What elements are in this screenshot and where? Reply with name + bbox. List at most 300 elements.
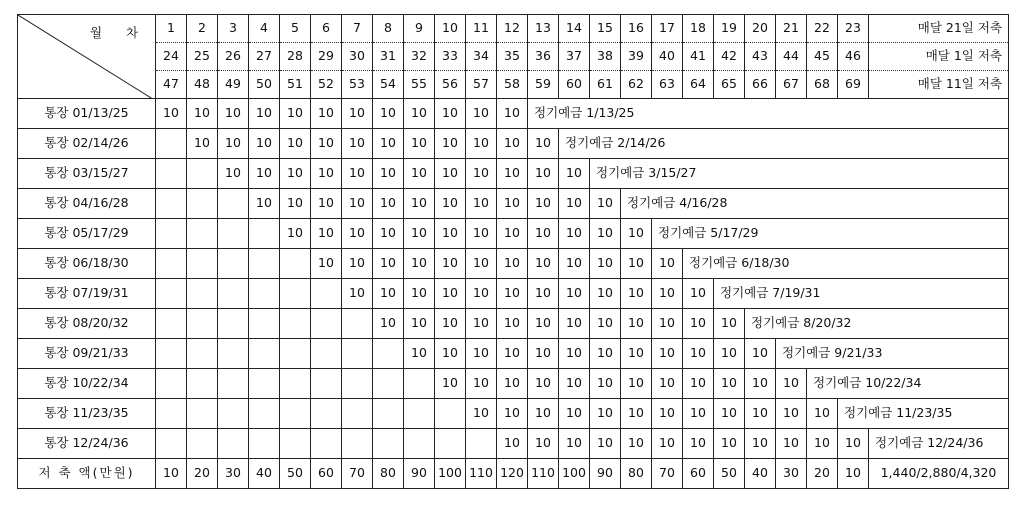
empty-cell: [404, 429, 435, 459]
amount-cell: 10: [559, 369, 590, 399]
amount-cell: 10: [373, 189, 404, 219]
empty-cell: [280, 279, 311, 309]
amount-cell: 10: [466, 339, 497, 369]
amount-cell: 10: [187, 129, 218, 159]
month-number: 19: [714, 15, 745, 43]
month-number: 8: [373, 15, 404, 43]
empty-cell: [156, 429, 187, 459]
month-number: 23: [838, 15, 869, 43]
amount-cell: 10: [404, 159, 435, 189]
total-cell: 110: [528, 459, 559, 489]
month-number: 22: [807, 15, 838, 43]
amount-cell: 10: [218, 159, 249, 189]
deposit-cell: 정기예금 3/15/27: [590, 159, 1009, 189]
amount-cell: 10: [404, 309, 435, 339]
empty-cell: [373, 429, 404, 459]
amount-cell: 10: [373, 99, 404, 129]
month-number: 17: [652, 15, 683, 43]
month-number: 31: [373, 43, 404, 71]
amount-cell: 10: [652, 249, 683, 279]
schedule-note: 매달 11일 저축: [869, 71, 1009, 99]
amount-cell: 10: [342, 129, 373, 159]
amount-cell: 10: [342, 219, 373, 249]
amount-cell: 10: [497, 219, 528, 249]
table-row: [18, 249, 1009, 279]
amount-cell: 10: [559, 399, 590, 429]
month-number: 66: [745, 71, 776, 99]
amount-cell: 10: [590, 249, 621, 279]
month-number: 59: [528, 71, 559, 99]
total-cell: 80: [621, 459, 652, 489]
month-number: 11: [466, 15, 497, 43]
account-label: 통장 03/15/27: [18, 159, 156, 189]
month-number: 25: [187, 43, 218, 71]
amount-cell: 10: [559, 429, 590, 459]
amount-cell: 10: [156, 99, 187, 129]
amount-cell: 10: [652, 309, 683, 339]
empty-cell: [373, 399, 404, 429]
amount-cell: 10: [590, 369, 621, 399]
schedule-note: 매달 1일 저축: [869, 43, 1009, 71]
empty-cell: [218, 339, 249, 369]
amount-cell: 10: [435, 189, 466, 219]
month-number: 51: [280, 71, 311, 99]
amount-cell: 10: [528, 339, 559, 369]
total-cell: 20: [807, 459, 838, 489]
total-cell: 60: [311, 459, 342, 489]
account-label: 통장 11/23/35: [18, 399, 156, 429]
empty-cell: [311, 279, 342, 309]
empty-cell: [218, 309, 249, 339]
month-number: 24: [156, 43, 187, 71]
amount-cell: 10: [590, 279, 621, 309]
month-number: 20: [745, 15, 776, 43]
month-number: 3: [218, 15, 249, 43]
amount-cell: 10: [218, 99, 249, 129]
month-number: 68: [807, 71, 838, 99]
month-number: 48: [187, 71, 218, 99]
amount-cell: 10: [714, 429, 745, 459]
amount-cell: 10: [714, 309, 745, 339]
amount-cell: 10: [621, 339, 652, 369]
amount-cell: 10: [404, 339, 435, 369]
empty-cell: [218, 429, 249, 459]
total-cell: 90: [404, 459, 435, 489]
amount-cell: 10: [311, 189, 342, 219]
amount-cell: 10: [528, 129, 559, 159]
month-number: 15: [590, 15, 621, 43]
total-cell: 40: [745, 459, 776, 489]
empty-cell: [280, 249, 311, 279]
amount-cell: 10: [714, 339, 745, 369]
totals-label: 저 축 액(만원): [18, 459, 156, 489]
total-cell: 90: [590, 459, 621, 489]
month-number: 63: [652, 71, 683, 99]
empty-cell: [218, 399, 249, 429]
empty-cell: [280, 309, 311, 339]
amount-cell: 10: [590, 219, 621, 249]
month-number: 9: [404, 15, 435, 43]
amount-cell: 10: [590, 339, 621, 369]
amount-cell: 10: [528, 399, 559, 429]
amount-cell: 10: [373, 249, 404, 279]
amount-cell: 10: [683, 279, 714, 309]
amount-cell: 10: [714, 369, 745, 399]
month-number: 52: [311, 71, 342, 99]
amount-cell: 10: [559, 189, 590, 219]
month-number: 4: [249, 15, 280, 43]
month-number: 2: [187, 15, 218, 43]
amount-cell: 10: [652, 339, 683, 369]
empty-cell: [156, 369, 187, 399]
month-number: 1: [156, 15, 187, 43]
amount-cell: 10: [652, 399, 683, 429]
table-row: [18, 309, 1009, 339]
empty-cell: [342, 429, 373, 459]
amount-cell: 10: [776, 399, 807, 429]
empty-cell: [187, 399, 218, 429]
month-number: 39: [621, 43, 652, 71]
empty-cell: [280, 399, 311, 429]
amount-cell: 10: [590, 399, 621, 429]
amount-cell: 10: [280, 189, 311, 219]
totals-row: [18, 459, 1009, 489]
amount-cell: 10: [528, 309, 559, 339]
amount-cell: 10: [342, 189, 373, 219]
empty-cell: [249, 309, 280, 339]
month-number: 14: [559, 15, 590, 43]
amount-cell: 10: [404, 219, 435, 249]
empty-cell: [249, 249, 280, 279]
amount-cell: 10: [466, 219, 497, 249]
table-row: [18, 429, 1009, 459]
amount-cell: 10: [621, 369, 652, 399]
total-cell: 30: [776, 459, 807, 489]
month-number: 40: [652, 43, 683, 71]
empty-cell: [280, 369, 311, 399]
month-number: 7: [342, 15, 373, 43]
amount-cell: 10: [373, 219, 404, 249]
amount-cell: 10: [621, 219, 652, 249]
month-number: 57: [466, 71, 497, 99]
month-number: 42: [714, 43, 745, 71]
savings-schedule: [17, 14, 1009, 489]
empty-cell: [187, 369, 218, 399]
amount-cell: 10: [466, 279, 497, 309]
empty-cell: [342, 309, 373, 339]
month-number: 6: [311, 15, 342, 43]
amount-cell: 10: [466, 249, 497, 279]
account-label: 통장 10/22/34: [18, 369, 156, 399]
month-number: 36: [528, 43, 559, 71]
empty-cell: [435, 429, 466, 459]
amount-cell: 10: [776, 429, 807, 459]
amount-cell: 10: [466, 369, 497, 399]
month-number: 58: [497, 71, 528, 99]
amount-cell: 10: [621, 309, 652, 339]
amount-cell: 10: [528, 279, 559, 309]
deposit-cell: 정기예금 2/14/26: [559, 129, 1009, 159]
empty-cell: [218, 189, 249, 219]
month-number: 18: [683, 15, 714, 43]
account-label: 통장 01/13/25: [18, 99, 156, 129]
amount-cell: 10: [683, 309, 714, 339]
month-number: 45: [807, 43, 838, 71]
empty-cell: [156, 249, 187, 279]
month-number: 50: [249, 71, 280, 99]
amount-cell: 10: [404, 129, 435, 159]
table-row: [18, 189, 1009, 219]
account-label: 통장 08/20/32: [18, 309, 156, 339]
amount-cell: 10: [714, 399, 745, 429]
month-number: 28: [280, 43, 311, 71]
month-number: 44: [776, 43, 807, 71]
amount-cell: 10: [187, 99, 218, 129]
total-cell: 50: [714, 459, 745, 489]
header-row: [18, 43, 1009, 71]
empty-cell: [249, 429, 280, 459]
empty-cell: [249, 279, 280, 309]
month-number: 56: [435, 71, 466, 99]
empty-cell: [373, 339, 404, 369]
table-row: [18, 279, 1009, 309]
empty-cell: [404, 399, 435, 429]
total-cell: 10: [156, 459, 187, 489]
month-number: 53: [342, 71, 373, 99]
empty-cell: [218, 249, 249, 279]
empty-cell: [156, 219, 187, 249]
empty-cell: [249, 219, 280, 249]
deposit-cell: 정기예금 4/16/28: [621, 189, 1009, 219]
amount-cell: 10: [435, 99, 466, 129]
amount-cell: 10: [497, 159, 528, 189]
amount-cell: 10: [683, 399, 714, 429]
amount-cell: 10: [528, 159, 559, 189]
empty-cell: [156, 339, 187, 369]
table-row: [18, 339, 1009, 369]
amount-cell: 10: [745, 339, 776, 369]
month-number: 60: [559, 71, 590, 99]
amount-cell: 10: [435, 129, 466, 159]
month-number: 55: [404, 71, 435, 99]
month-number: 67: [776, 71, 807, 99]
amount-cell: 10: [590, 429, 621, 459]
amount-cell: 10: [404, 249, 435, 279]
month-number: 35: [497, 43, 528, 71]
amount-cell: 10: [528, 219, 559, 249]
amount-cell: 10: [435, 219, 466, 249]
amount-cell: 10: [528, 189, 559, 219]
account-label: 통장 02/14/26: [18, 129, 156, 159]
deposit-cell: 정기예금 6/18/30: [683, 249, 1009, 279]
amount-cell: 10: [218, 129, 249, 159]
amount-cell: 10: [683, 369, 714, 399]
header-row: [18, 15, 1009, 43]
deposit-cell: 정기예금 9/21/33: [776, 339, 1009, 369]
amount-cell: 10: [683, 339, 714, 369]
empty-cell: [311, 429, 342, 459]
amount-cell: 10: [280, 129, 311, 159]
month-number: 37: [559, 43, 590, 71]
empty-cell: [280, 339, 311, 369]
account-label: 통장 12/24/36: [18, 429, 156, 459]
deposit-cell: 정기예금 8/20/32: [745, 309, 1009, 339]
empty-cell: [218, 369, 249, 399]
amount-cell: 10: [466, 99, 497, 129]
amount-cell: 10: [466, 129, 497, 159]
amount-cell: 10: [342, 249, 373, 279]
account-label: 통장 05/17/29: [18, 219, 156, 249]
amount-cell: 10: [621, 399, 652, 429]
amount-cell: 10: [311, 249, 342, 279]
amount-cell: 10: [373, 309, 404, 339]
empty-cell: [435, 399, 466, 429]
empty-cell: [156, 129, 187, 159]
amount-cell: 10: [311, 159, 342, 189]
empty-cell: [404, 369, 435, 399]
deposit-cell: 정기예금 5/17/29: [652, 219, 1009, 249]
amount-cell: 10: [497, 429, 528, 459]
amount-cell: 10: [590, 189, 621, 219]
amount-cell: 10: [280, 219, 311, 249]
amount-cell: 10: [590, 309, 621, 339]
schedule-note: 매달 21일 저축: [869, 15, 1009, 43]
empty-cell: [342, 339, 373, 369]
table-row: [18, 159, 1009, 189]
total-cell: 100: [559, 459, 590, 489]
month-number: 32: [404, 43, 435, 71]
amount-cell: 10: [466, 399, 497, 429]
amount-cell: 10: [652, 369, 683, 399]
amount-cell: 10: [435, 309, 466, 339]
amount-cell: 10: [528, 429, 559, 459]
month-number: 65: [714, 71, 745, 99]
month-number: 69: [838, 71, 869, 99]
amount-cell: 10: [652, 279, 683, 309]
amount-cell: 10: [435, 369, 466, 399]
month-number: 30: [342, 43, 373, 71]
deposit-cell: 정기예금 7/19/31: [714, 279, 1009, 309]
amount-cell: 10: [435, 249, 466, 279]
total-cell: 30: [218, 459, 249, 489]
amount-cell: 10: [497, 249, 528, 279]
amount-cell: 10: [621, 429, 652, 459]
deposit-cell: 정기예금 12/24/36: [869, 429, 1009, 459]
amount-cell: 10: [435, 279, 466, 309]
empty-cell: [311, 339, 342, 369]
amount-cell: 10: [466, 309, 497, 339]
empty-cell: [187, 279, 218, 309]
amount-cell: 10: [497, 369, 528, 399]
month-number: 34: [466, 43, 497, 71]
month-number: 41: [683, 43, 714, 71]
amount-cell: 10: [497, 189, 528, 219]
month-number: 33: [435, 43, 466, 71]
month-number: 64: [683, 71, 714, 99]
amount-cell: 10: [559, 219, 590, 249]
month-number: 29: [311, 43, 342, 71]
amount-cell: 10: [497, 339, 528, 369]
empty-cell: [187, 189, 218, 219]
amount-cell: 10: [342, 159, 373, 189]
amount-cell: 10: [745, 399, 776, 429]
empty-cell: [187, 339, 218, 369]
amount-cell: 10: [249, 159, 280, 189]
amount-cell: 10: [497, 129, 528, 159]
empty-cell: [218, 219, 249, 249]
amount-cell: 10: [373, 129, 404, 159]
amount-cell: 10: [528, 249, 559, 279]
empty-cell: [311, 309, 342, 339]
month-number: 5: [280, 15, 311, 43]
amount-cell: 10: [497, 309, 528, 339]
amount-cell: 10: [249, 129, 280, 159]
account-label: 통장 04/16/28: [18, 189, 156, 219]
corner-month-label: 월 차: [90, 25, 149, 40]
empty-cell: [342, 399, 373, 429]
amount-cell: 10: [404, 189, 435, 219]
deposit-cell: 정기예금 11/23/35: [838, 399, 1009, 429]
empty-cell: [342, 369, 373, 399]
amount-cell: 10: [497, 399, 528, 429]
amount-cell: 10: [404, 99, 435, 129]
amount-cell: 10: [342, 279, 373, 309]
amount-cell: 10: [249, 189, 280, 219]
amount-cell: 10: [311, 129, 342, 159]
amount-cell: 10: [435, 339, 466, 369]
total-cell: 50: [280, 459, 311, 489]
amount-cell: 10: [466, 159, 497, 189]
amount-cell: 10: [807, 399, 838, 429]
total-cell: 60: [683, 459, 714, 489]
table-row: [18, 399, 1009, 429]
amount-cell: 10: [311, 219, 342, 249]
account-label: 통장 07/19/31: [18, 279, 156, 309]
amount-cell: 10: [745, 369, 776, 399]
empty-cell: [156, 399, 187, 429]
month-number: 16: [621, 15, 652, 43]
total-cell: 10: [838, 459, 869, 489]
empty-cell: [218, 279, 249, 309]
deposit-cell: 정기예금 1/13/25: [528, 99, 1009, 129]
total-cell: 20: [187, 459, 218, 489]
amount-cell: 10: [280, 159, 311, 189]
month-number: 10: [435, 15, 466, 43]
month-number: 54: [373, 71, 404, 99]
amount-cell: 10: [435, 159, 466, 189]
amount-cell: 10: [683, 429, 714, 459]
month-number: 43: [745, 43, 776, 71]
table-row: [18, 129, 1009, 159]
amount-cell: 10: [311, 99, 342, 129]
empty-cell: [156, 159, 187, 189]
amount-cell: 10: [373, 159, 404, 189]
table-row: [18, 99, 1009, 129]
empty-cell: [156, 309, 187, 339]
table-row: [18, 219, 1009, 249]
amount-cell: 10: [249, 99, 280, 129]
empty-cell: [156, 279, 187, 309]
amount-cell: 10: [559, 159, 590, 189]
month-number: 62: [621, 71, 652, 99]
total-cell: 100: [435, 459, 466, 489]
month-number: 21: [776, 15, 807, 43]
empty-cell: [249, 369, 280, 399]
amount-cell: 10: [373, 279, 404, 309]
deposit-cell: 정기예금 10/22/34: [807, 369, 1009, 399]
empty-cell: [156, 189, 187, 219]
month-number: 13: [528, 15, 559, 43]
